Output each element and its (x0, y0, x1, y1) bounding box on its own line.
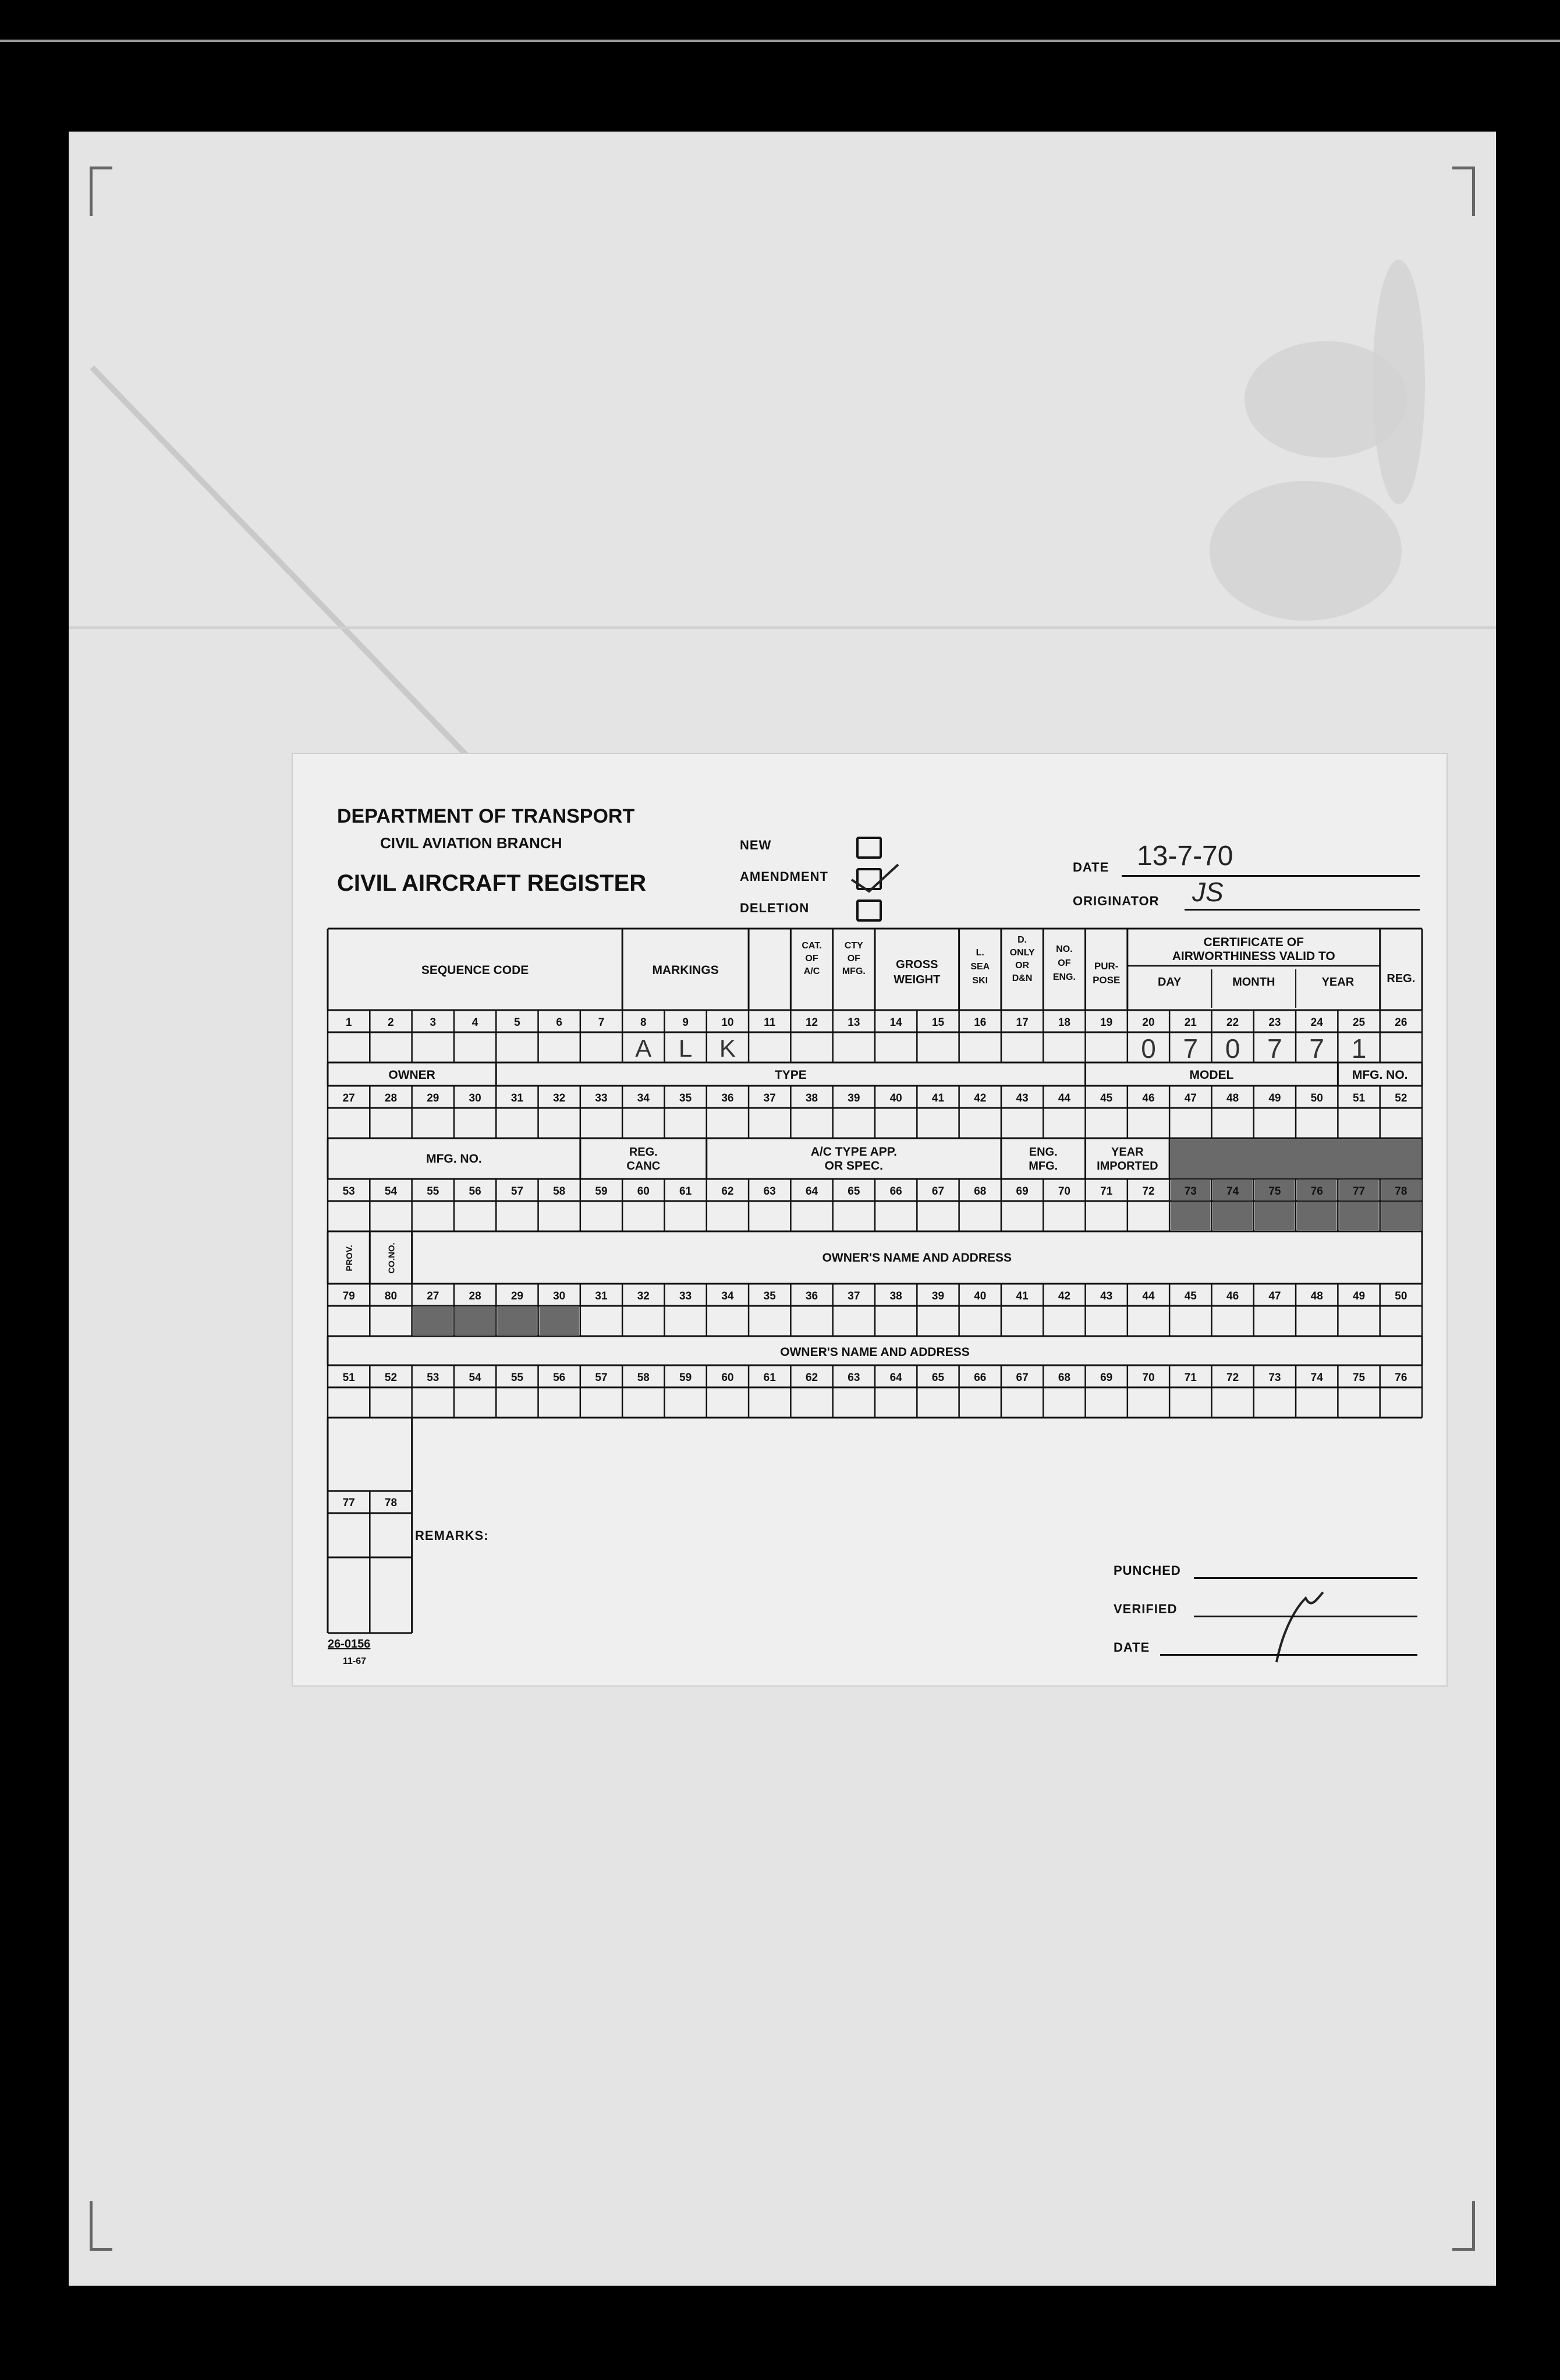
hdr-donly-w0: D. (1017, 935, 1027, 945)
r3-header-shade (1171, 1139, 1421, 1178)
r5-n15: 66 (974, 1372, 987, 1384)
form-grid (293, 754, 1446, 1685)
r4-n14: 39 (931, 1290, 945, 1302)
r4-n0: 79 (342, 1290, 355, 1302)
hdr-gross-w1: WEIGHT (894, 973, 941, 986)
r5-n11: 62 (805, 1372, 818, 1384)
r1-n19: 20 (1142, 1017, 1155, 1029)
r1-n20: 21 (1184, 1017, 1197, 1029)
r3-n18: 71 (1100, 1185, 1113, 1198)
r5-n24: 75 (1352, 1372, 1366, 1384)
form-date: 11-67 (343, 1656, 367, 1666)
hdr-regcanc-w1: CANC (626, 1160, 661, 1173)
hdr-day: DAY (1157, 976, 1182, 989)
hdr-side-1: CO.NO. (387, 1242, 397, 1274)
hdr-owner: OWNER (388, 1068, 435, 1082)
r3-entry-shade-21 (1212, 1202, 1252, 1230)
r5-n7: 58 (637, 1372, 650, 1384)
r1-n1: 2 (388, 1017, 394, 1029)
hdr-sequence-code: SEQUENCE CODE (421, 964, 529, 977)
r5-n0: 51 (342, 1372, 355, 1384)
r1-n24: 25 (1352, 1017, 1366, 1029)
r2-n25: 52 (1395, 1092, 1407, 1104)
r1-n3: 4 (471, 1017, 478, 1029)
r5-n18: 69 (1100, 1372, 1113, 1384)
r5-n23: 74 (1310, 1372, 1323, 1384)
r3-entry-shade-23 (1297, 1202, 1336, 1230)
r5-n6: 57 (595, 1372, 608, 1384)
hdr-cty-w0: CTY (844, 941, 863, 951)
r2-n3: 30 (469, 1092, 481, 1104)
r5-n5: 56 (553, 1372, 566, 1384)
r5-n17: 68 (1058, 1372, 1070, 1384)
r2-n6: 33 (595, 1092, 608, 1104)
r2-n0: 27 (342, 1092, 355, 1104)
r3-n24: 77 (1352, 1185, 1366, 1198)
r2-n13: 40 (889, 1092, 902, 1104)
r2-n5: 32 (553, 1092, 566, 1104)
r4-n13: 38 (889, 1290, 902, 1302)
hdr-engmfg-w0: ENG. (1029, 1146, 1058, 1159)
r5-n14: 65 (931, 1372, 945, 1384)
hdr-reg: REG. (1387, 972, 1416, 985)
r4-n2: 27 (427, 1290, 439, 1302)
hdr-markings: MARKINGS (652, 964, 719, 977)
r1-n10: 11 (764, 1017, 776, 1029)
hdr-cty-w2: MFG. (842, 966, 866, 976)
r1-n9: 10 (721, 1017, 734, 1029)
register-title: CIVIL AIRCRAFT REGISTER (337, 870, 647, 896)
r2-n1: 28 (384, 1092, 398, 1104)
r2-n15: 42 (974, 1092, 987, 1104)
r1-n13: 14 (889, 1017, 902, 1029)
branch-title: CIVIL AVIATION BRANCH (380, 834, 562, 852)
hdr-cty-w1: OF (847, 954, 860, 964)
r3-n13: 66 (889, 1185, 902, 1198)
r2-n7: 34 (637, 1092, 650, 1104)
hdr-owner-name-2: OWNER'S NAME AND ADDRESS (780, 1345, 970, 1359)
hdr-mfgno-3: MFG. NO. (426, 1152, 482, 1166)
r2-n16: 43 (1016, 1092, 1029, 1104)
corner-mark-tr (1452, 167, 1475, 216)
date-value[interactable]: 13-7-70 (1137, 841, 1233, 872)
r2-n23: 50 (1310, 1092, 1323, 1104)
amendment-checkmark (852, 865, 898, 891)
r4-n15: 40 (974, 1290, 987, 1302)
stain-3 (1373, 260, 1425, 504)
r4-n6: 31 (595, 1290, 608, 1302)
r4-n18: 43 (1100, 1290, 1113, 1302)
hdr-year-imp-w0: YEAR (1111, 1146, 1144, 1159)
r5-n22: 73 (1268, 1372, 1281, 1384)
r1-n21: 22 (1226, 1017, 1239, 1029)
r1-n7: 8 (640, 1017, 647, 1029)
r3-n4: 57 (510, 1185, 523, 1198)
hdr-donly-w1: ONLY (1009, 948, 1035, 958)
cert-char-4: 7 (1309, 1033, 1325, 1064)
r1-n2: 3 (430, 1017, 437, 1029)
hdr-noeng-w2: ENG. (1052, 972, 1076, 982)
remarks-label: REMARKS: (415, 1528, 489, 1543)
date-label: DATE (1073, 860, 1109, 874)
hdr-donly-w3: D&N (1012, 973, 1033, 983)
r1-n0: 1 (345, 1017, 352, 1029)
r2-n8: 35 (679, 1092, 692, 1104)
r3-n9: 62 (721, 1185, 734, 1198)
r3-n2: 55 (427, 1185, 439, 1198)
r5-n16: 67 (1016, 1372, 1029, 1384)
r6-n0: 77 (342, 1497, 355, 1509)
r3-n12: 65 (848, 1185, 860, 1198)
r1-n8: 9 (682, 1017, 689, 1029)
scan-top-line (0, 40, 1560, 42)
r4-n23: 48 (1310, 1290, 1323, 1302)
deletion-label: DELETION (740, 901, 810, 915)
r4-n16: 41 (1016, 1290, 1029, 1302)
punched-line (1194, 1577, 1417, 1579)
hdr-actype-2: OR SPEC. (824, 1159, 884, 1173)
hdr-lsea-w0: L. (976, 948, 984, 958)
hdr-cert-1: CERTIFICATE OF (1203, 936, 1304, 949)
r3-n5: 58 (553, 1185, 566, 1198)
r3-n1: 54 (384, 1185, 398, 1198)
r4-n12: 37 (848, 1290, 860, 1302)
new-label: NEW (740, 838, 772, 852)
r2-n14: 41 (931, 1092, 945, 1104)
hdr-owner-name-1: OWNER'S NAME AND ADDRESS (822, 1251, 1012, 1265)
r4-n4: 29 (510, 1290, 523, 1302)
r3-n14: 67 (931, 1185, 945, 1198)
r4-n22: 47 (1268, 1290, 1281, 1302)
r4-n5: 30 (553, 1290, 566, 1302)
hdr-type: TYPE (774, 1068, 807, 1082)
r2-n9: 36 (721, 1092, 734, 1104)
register-card (293, 754, 1446, 1685)
marking-char-1: L (678, 1035, 693, 1062)
r4-n20: 45 (1184, 1290, 1197, 1302)
r5-n13: 64 (889, 1372, 902, 1384)
originator-label: ORIGINATOR (1073, 894, 1160, 908)
r5-n20: 71 (1184, 1372, 1197, 1384)
r2-n12: 39 (848, 1092, 860, 1104)
r3-n8: 61 (679, 1185, 692, 1198)
r4-n3: 28 (469, 1290, 481, 1302)
r3-entry-shade-20 (1171, 1202, 1210, 1230)
verified-signature (1277, 1592, 1323, 1662)
marking-char-0: A (635, 1035, 652, 1062)
r1-n18: 19 (1100, 1017, 1113, 1029)
hdr-month: MONTH (1232, 976, 1275, 989)
r1-n11: 12 (805, 1017, 818, 1029)
cert-char-3: 7 (1267, 1033, 1282, 1064)
r1-n12: 13 (848, 1017, 860, 1029)
r2-n20: 47 (1184, 1092, 1197, 1104)
hdr-purpose-w0: PUR- (1094, 961, 1119, 972)
r3-n6: 59 (595, 1185, 608, 1198)
hdr-cat-w0: CAT. (802, 941, 822, 951)
r4-n7: 32 (637, 1290, 650, 1302)
r5-n4: 55 (510, 1372, 523, 1384)
hdr-year-imp-w1: IMPORTED (1097, 1160, 1158, 1173)
r2-n22: 49 (1268, 1092, 1281, 1104)
hdr-lsea-w2: SKI (972, 976, 988, 986)
r1-n17: 18 (1058, 1017, 1070, 1029)
hdr-cat-w1: OF (805, 954, 818, 964)
r4-entry-shade-5 (540, 1307, 579, 1335)
originator-value[interactable]: JS (1192, 877, 1224, 907)
tear-line (90, 366, 498, 788)
r3-n22: 75 (1268, 1185, 1281, 1198)
hdr-donly-w2: OR (1015, 961, 1030, 971)
r2-n18: 45 (1100, 1092, 1113, 1104)
corner-mark-br (1452, 2201, 1475, 2251)
r4-entry-shade-2 (413, 1307, 453, 1335)
hdr-actype-1: A/C TYPE APP. (810, 1145, 897, 1159)
r3-n17: 70 (1058, 1185, 1070, 1198)
r6-n1: 78 (384, 1497, 398, 1509)
r2-n2: 29 (427, 1092, 439, 1104)
hdr-engmfg-w1: MFG. (1029, 1160, 1058, 1173)
r3-n15: 68 (974, 1185, 987, 1198)
r3-entry-shade-24 (1339, 1202, 1378, 1230)
r4-n17: 42 (1058, 1290, 1070, 1302)
r4-n9: 34 (721, 1290, 734, 1302)
date2-line (1160, 1654, 1417, 1656)
r4-n24: 49 (1352, 1290, 1366, 1302)
r3-n7: 60 (637, 1185, 650, 1198)
r5-n12: 63 (848, 1372, 860, 1384)
r5-n19: 70 (1142, 1372, 1155, 1384)
r5-n10: 61 (763, 1372, 776, 1384)
amendment-label: AMENDMENT (740, 869, 828, 884)
r5-n1: 52 (384, 1372, 398, 1384)
r5-n3: 54 (469, 1372, 481, 1384)
hdr-mfgno: MFG. NO. (1352, 1068, 1408, 1082)
hdr-cat-w2: A/C (803, 966, 820, 976)
r3-n21: 74 (1226, 1185, 1239, 1198)
r3-n0: 53 (342, 1185, 355, 1198)
cert-char-5: 1 (1351, 1033, 1367, 1064)
r2-n4: 31 (510, 1092, 523, 1104)
cert-char-0: 0 (1141, 1033, 1156, 1064)
marking-char-2: K (719, 1035, 736, 1062)
r2-n11: 38 (805, 1092, 818, 1104)
r4-n25: 50 (1395, 1290, 1407, 1302)
r3-n10: 63 (763, 1185, 776, 1198)
punched-label: PUNCHED (1114, 1563, 1181, 1578)
r5-n21: 72 (1226, 1372, 1239, 1384)
hdr-noeng-w0: NO. (1056, 944, 1073, 954)
cert-char-2: 0 (1225, 1033, 1240, 1064)
r4-n11: 36 (805, 1290, 818, 1302)
r1-n14: 15 (931, 1017, 945, 1029)
r5-n9: 60 (721, 1372, 734, 1384)
hdr-gross-w0: GROSS (896, 958, 938, 971)
hdr-model: MODEL (1189, 1068, 1234, 1082)
r3-n23: 76 (1310, 1185, 1323, 1198)
date2-label: DATE (1114, 1640, 1150, 1655)
r2-n21: 48 (1226, 1092, 1239, 1104)
hdr-noeng-w1: OF (1058, 958, 1071, 968)
stain-2 (1210, 481, 1402, 621)
r5-n25: 76 (1395, 1372, 1407, 1384)
r2-n24: 51 (1352, 1092, 1366, 1104)
hdr-cert-2: AIRWORTHINESS VALID TO (1172, 950, 1335, 963)
hdr-year: YEAR (1321, 976, 1355, 989)
r3-n11: 64 (805, 1185, 818, 1198)
hdr-regcanc-w0: REG. (629, 1146, 658, 1159)
r1-n15: 16 (974, 1017, 987, 1029)
r3-n19: 72 (1142, 1185, 1155, 1198)
cert-char-1: 7 (1183, 1033, 1199, 1064)
hdr-lsea-w1: SEA (970, 962, 990, 972)
r4-n21: 46 (1226, 1290, 1239, 1302)
hdr-purpose-w1: POSE (1093, 975, 1121, 986)
r4-n10: 35 (763, 1290, 776, 1302)
fold-line (69, 626, 1496, 629)
r4-entry-shade-4 (497, 1307, 537, 1335)
r3-n16: 69 (1016, 1185, 1029, 1198)
verified-label: VERIFIED (1114, 1602, 1178, 1616)
r2-n10: 37 (763, 1092, 776, 1104)
r4-entry-shade-3 (455, 1307, 495, 1335)
form-number: 26-0156 (328, 1638, 371, 1651)
r4-n8: 33 (679, 1290, 692, 1302)
corner-mark-tl (90, 167, 112, 216)
r3-n3: 56 (469, 1185, 481, 1198)
r1-n22: 23 (1268, 1017, 1281, 1029)
r5-n2: 53 (427, 1372, 439, 1384)
dept-title: DEPARTMENT OF TRANSPORT (337, 805, 635, 827)
r1-n16: 17 (1016, 1017, 1029, 1029)
r5-n8: 59 (679, 1372, 692, 1384)
r1-n23: 24 (1310, 1017, 1323, 1029)
r1-n4: 5 (514, 1017, 520, 1029)
r2-n19: 46 (1142, 1092, 1155, 1104)
hdr-side-0: PROV. (345, 1245, 355, 1272)
corner-mark-bl (90, 2201, 112, 2251)
r2-n17: 44 (1058, 1092, 1070, 1104)
r3-n25: 78 (1395, 1185, 1407, 1198)
r4-n19: 44 (1142, 1290, 1155, 1302)
r3-n20: 73 (1184, 1185, 1197, 1198)
verified-line (1194, 1616, 1417, 1617)
r3-entry-shade-22 (1255, 1202, 1295, 1230)
r1-n5: 6 (556, 1017, 562, 1029)
r1-n25: 26 (1395, 1017, 1407, 1029)
r1-n6: 7 (598, 1017, 605, 1029)
r3-entry-shade-25 (1381, 1202, 1421, 1230)
r4-n1: 80 (384, 1290, 398, 1302)
